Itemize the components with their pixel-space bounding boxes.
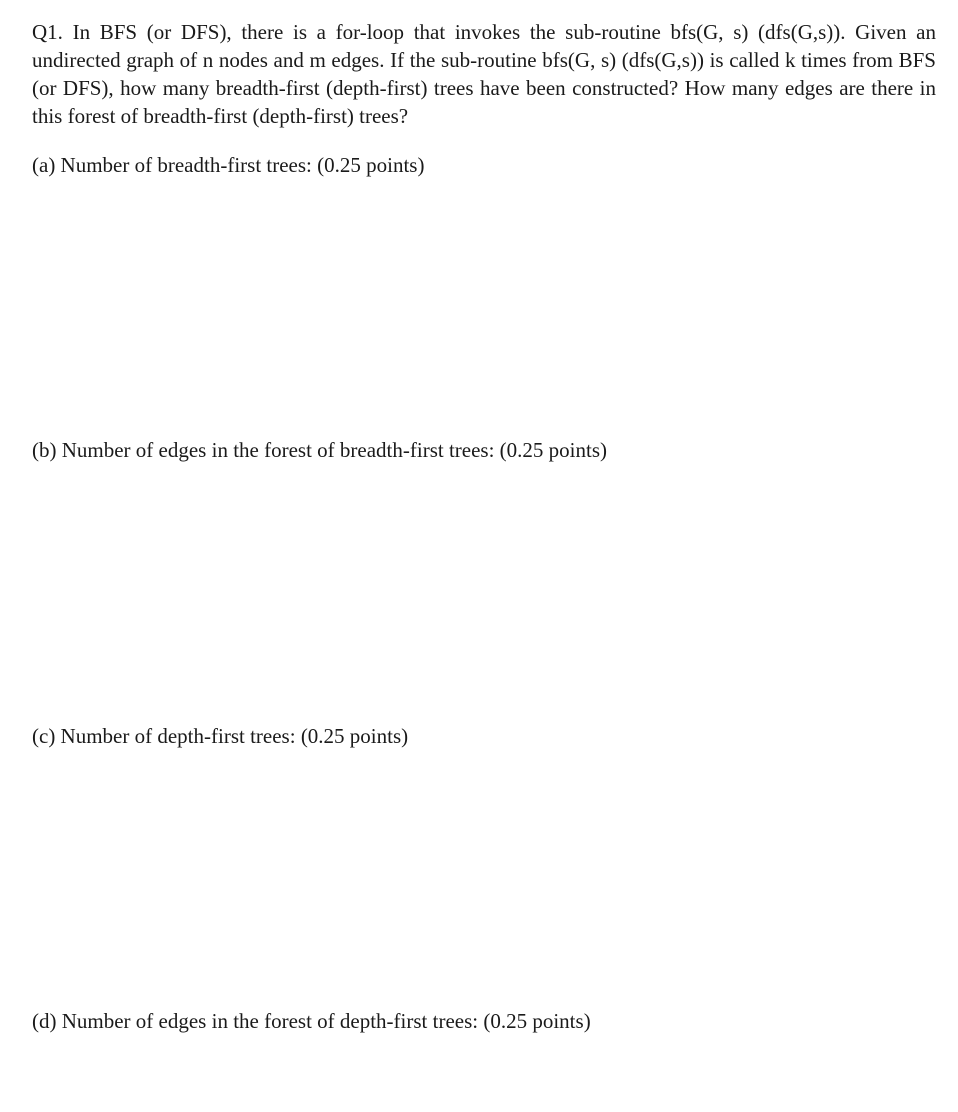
- part-d-prompt: (d) Number of edges in the forest of depth-first trees: (0.25 points): [32, 1009, 591, 1033]
- part-c-prompt: (c) Number of depth-first trees: (0.25 points): [32, 724, 409, 748]
- part-b-prompt: (b) Number of edges in the forest of breadth-first trees: (0.25 points): [32, 438, 607, 462]
- question-text: Q1. In BFS (or DFS), there is a for-loop that invokes the sub-routine bfs(G, s) (dfs(G,s)). Given an undirected graph of n nodes and m edges. If the sub-routine bfs(G, s) (dfs(G,s)) is called k times from BFS (or DFS), how many breadth-first (depth-first) trees have been constructed? How many edges are there in this forest of breadth-first (depth-first) trees?: [32, 20, 936, 128]
- part-a-prompt: (a) Number of breadth-first trees: (0.25 points): [32, 153, 425, 177]
